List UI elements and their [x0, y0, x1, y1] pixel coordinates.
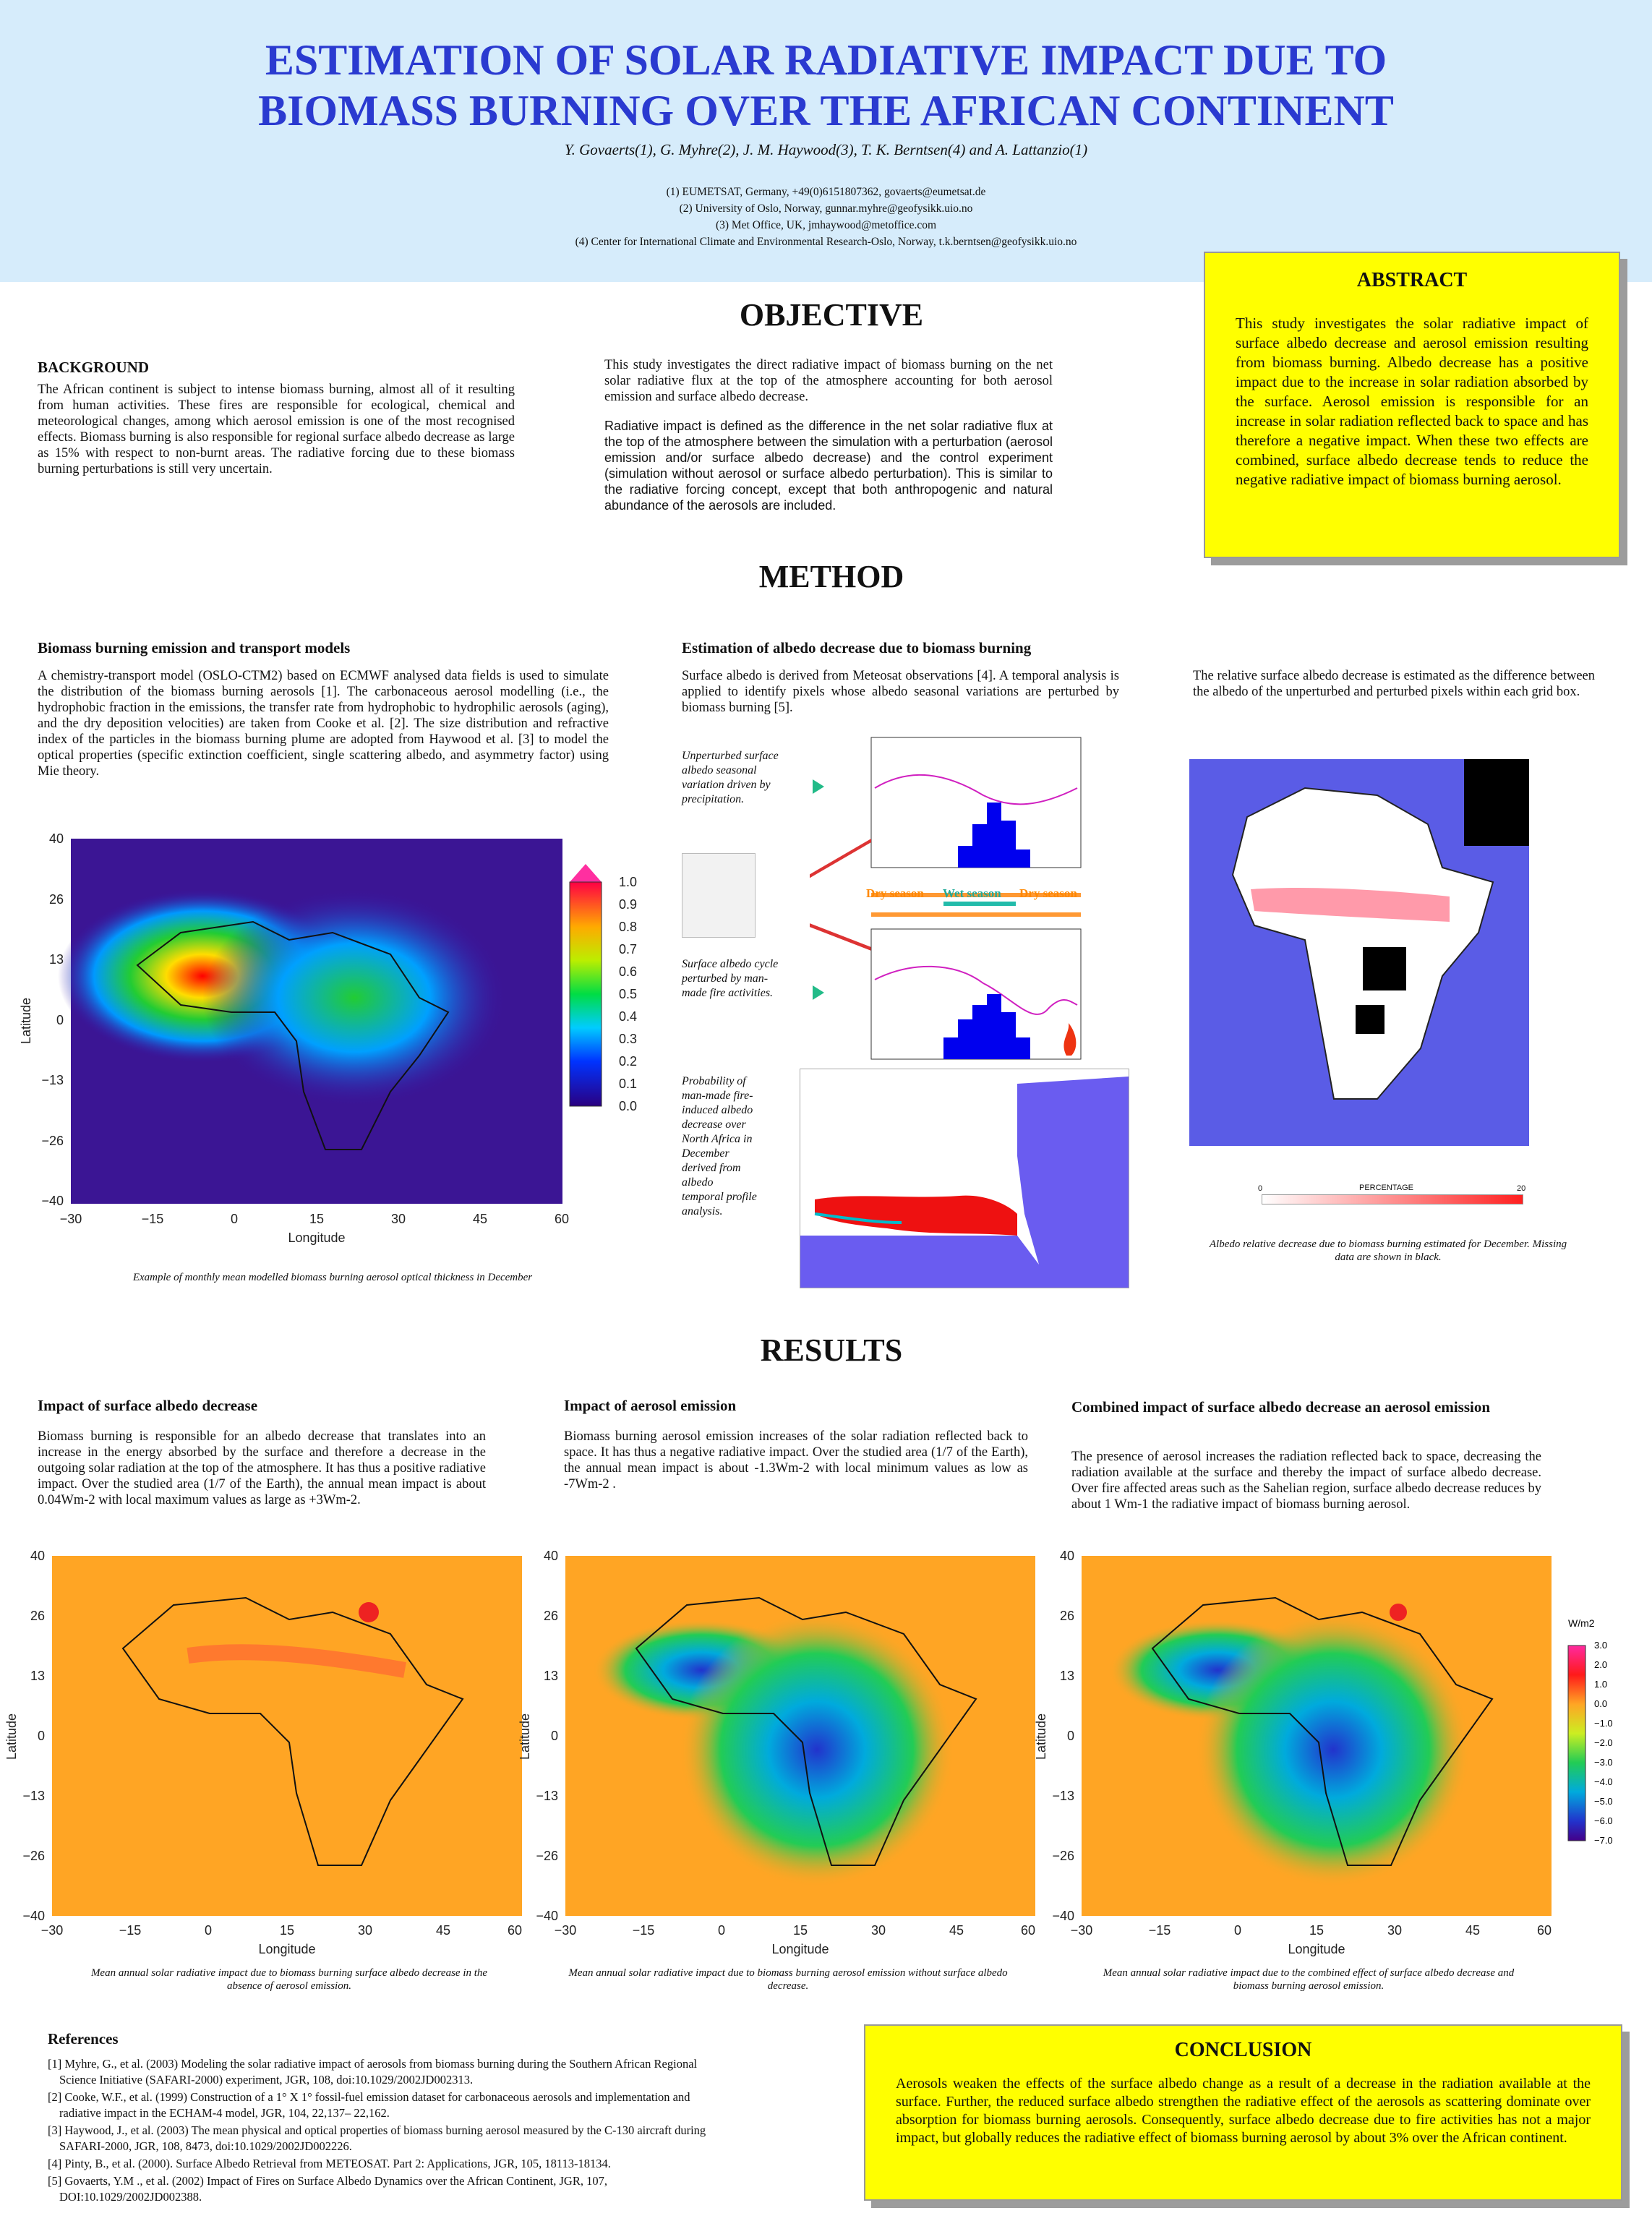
- percentage-colorbar: [1262, 1194, 1523, 1204]
- season-dry-1: Dry season: [866, 886, 924, 900]
- local-maximum: [1390, 1604, 1407, 1621]
- cbar-tick: 0.5: [619, 987, 638, 1001]
- xlabel: Longitude: [258, 1942, 316, 1956]
- background-text: The African continent is subject to intense biomass burning, almost all of it resulting from human activities. These fires are responsible for ecological, chemical and meteorological changes, among which aerosol emission is one of the most recognised effects. Biomass burning is also responsible for regional surface albedo decrease as large as 15% with respect to non-burnt areas. The radiative forcing due to these biomass burning perturbations is still very uncertain.: [38, 382, 515, 476]
- result1-text: Biomass burning is responsible for an albedo decrease that translates into an increase in the energy absorbed by the surface and therefore a decrease in the outgoing solar radiation at the top of the atmosphere. It has thus a positive radiative impact. Over the studied area (1/7 of the Earth), the annual mean impact is about 0.04Wm-2 with local maximum values as large as +3Wm-2.: [38, 1429, 486, 1507]
- affiliation-2: (2) University of Oslo, Norway, gunnar.myhre@geofysikk.uio.no: [679, 202, 973, 215]
- result3-title: Combined impact of surface albedo decrease an aerosol emission: [1071, 1398, 1491, 1416]
- abstract-text: This study investigates the solar radiative impact of surface albedo decrease and aerosol emission resulting from biomass burning. Albedo decrease has a positive impact due to the increase in solar radiation absorbed by the surface. Aerosol emission is responsible for an increase in solar radiation reflected back to space and has therefore a negative impact. When these two effects are combined, surface albedo decrease tends to reduce the negative radiative impact of biomass burning aerosol.: [1236, 314, 1588, 488]
- xtick: 0: [717, 1923, 726, 1938]
- result2-caption: Mean annual solar radiative impact due to biomass burning aerosol emission without surface albedo decrease.: [568, 1967, 1008, 1992]
- ytick: −13: [536, 1789, 558, 1803]
- title-line-2: BIOMASS BURNING OVER THE AFRICAN CONTINENT: [258, 87, 1394, 134]
- abstract-box: [1204, 252, 1620, 558]
- xtick: −15: [632, 1923, 655, 1938]
- cbar-tick: 2.0: [1594, 1659, 1608, 1670]
- results-title: RESULTS: [760, 1332, 903, 1368]
- ytick: 26: [543, 1609, 558, 1623]
- map-field: [52, 1556, 522, 1916]
- reference-item: [3] Haywood, J., et al. (2003) The mean physical and optical properties of biomass burning aerosol measured by the C-130 aircraft during SAFARI-2000, JGR, 108, 8473, doi:10.1029/2002JD002226.: [48, 2123, 706, 2153]
- central-africa-negative: [1196, 1612, 1471, 1887]
- result1-map-svg: [0, 1547, 528, 1967]
- aod-colorbar-ticks: [619, 875, 637, 1113]
- aod-colorbar: [570, 882, 602, 1106]
- affiliation-3: (3) Met Office, UK, jmhaywood@metoffice.com: [715, 219, 937, 231]
- ytick: −26: [536, 1849, 558, 1863]
- ytick: 26: [48, 892, 64, 907]
- background-title: BACKGROUND: [38, 359, 150, 376]
- ytick: 0: [1066, 1729, 1074, 1743]
- xlabel: Longitude: [1288, 1942, 1345, 1956]
- cbar-tick: 1.0: [1594, 1679, 1608, 1690]
- ytick: −26: [22, 1849, 45, 1863]
- ytick: 40: [48, 831, 64, 846]
- ylabel: Latitude: [518, 1713, 532, 1760]
- reference-item: [1] Myhre, G., et al. (2003) Modeling the solar radiative impact of aerosols from biomass burning during the Southern African Regional Science Initiative (SAFARI-2000) experiment, JGR, 108, doi:10.1029/2002JD002313.: [48, 2057, 698, 2087]
- conclusion-title: CONCLUSION: [1174, 2039, 1312, 2061]
- cbar-tick: 0.4: [619, 1009, 638, 1024]
- aod-map-figure: [14, 831, 643, 1251]
- objective-title: OBJECTIVE: [739, 297, 924, 333]
- result2-map: [513, 1547, 1041, 1967]
- cbar-tick: 0.1: [619, 1077, 638, 1091]
- ytick: 13: [30, 1669, 45, 1683]
- link-line: [810, 839, 871, 907]
- xtick: −15: [1148, 1923, 1171, 1938]
- missing-data-area: [1464, 759, 1529, 846]
- xtick: 60: [554, 1212, 570, 1226]
- cbar-tick: 0.7: [619, 942, 638, 957]
- cbar-tick: 0.2: [619, 1054, 638, 1069]
- albedo-cycle-svg: [810, 730, 1099, 1077]
- cbar-tick: 0.9: [619, 897, 638, 912]
- albedo-decrease-map-svg: [1189, 759, 1529, 1146]
- xtick: 45: [949, 1923, 964, 1938]
- colorbar-unit: W/m2: [1568, 1617, 1595, 1629]
- conclusion-box: [864, 2024, 1622, 2201]
- references-title: References: [48, 2030, 119, 2047]
- xlabel: Longitude: [771, 1942, 829, 1956]
- percentage-max: 20: [1517, 1184, 1526, 1193]
- aod-map-svg: [14, 831, 643, 1251]
- season-wet: Wet season: [943, 886, 1001, 900]
- label-unperturbed: Unperturbed surface albedo seasonal variation driven by precipitation.: [682, 750, 779, 805]
- objective-text-1: This study investigates the direct radiative impact of biomass burning on the net solar radiative flux at the top of the atmosphere accounting for both aerosol emission and surface albedo decrease.: [604, 358, 1053, 404]
- cbar-tick: −2.0: [1594, 1737, 1613, 1748]
- cbar-tick: 0.0: [619, 1099, 638, 1113]
- xtick: 15: [1309, 1923, 1324, 1938]
- method-col3-text: The relative surface albedo decrease is estimated as the difference between the albedo of the unperturbed and perturbed pixels within each grid box.: [1193, 669, 1595, 699]
- cbar-tick: −5.0: [1594, 1796, 1613, 1807]
- aod-map-caption: Example of monthly mean modelled biomass burning aerosol optical thickness in December: [132, 1272, 533, 1283]
- arrow-icon: [813, 779, 824, 794]
- ytick: 26: [30, 1609, 45, 1623]
- result2-map-svg: [513, 1547, 1041, 1967]
- xtick: 45: [435, 1923, 451, 1938]
- xtick: 0: [204, 1923, 213, 1938]
- albedo-map-caption: Albedo relative decrease due to biomass burning estimated for December. Missing data are shown in black.: [1209, 1238, 1567, 1263]
- xtick: 30: [1387, 1923, 1403, 1938]
- xtick: 60: [507, 1923, 523, 1938]
- result2-text: Biomass burning aerosol emission increases of the solar radiation reflected back to space. It has thus a negative radiative impact. Over the studied area (1/7 of the Earth), the annual mean impact is about -1.3Wm-2 with local minimum values as low as -7Wm-2 .: [564, 1429, 1028, 1492]
- cbar-tick: 0.3: [619, 1032, 638, 1046]
- xtick: 15: [309, 1212, 325, 1226]
- objective-text-2: Radiative impact is defined as the difference in the net solar radiative flux at the top of the atmosphere between the simulation with a perturbation (aerosol emission and/or surface albedo decrease) and the control experiment (simulation without aerosol or surface albedo perturbation). This is similar to the radiative forcing concept, except that both anthropogenic and natural abundance of the aerosols are included.: [604, 419, 1053, 513]
- xtick: 0: [230, 1212, 239, 1226]
- poster-title: [0, 35, 1652, 136]
- ytick: 26: [1059, 1609, 1074, 1623]
- cbar-tick: −3.0: [1594, 1757, 1613, 1768]
- method-title: METHOD: [758, 559, 904, 594]
- cbar-tick: 1.0: [619, 875, 638, 889]
- albedo-decrease-map: [1189, 759, 1529, 1146]
- ytick: 13: [48, 952, 64, 967]
- ylabel: Latitude: [1034, 1713, 1048, 1760]
- ytick: −40: [41, 1194, 64, 1208]
- xlabel: Longitude: [288, 1231, 346, 1245]
- season-dry-2: Dry season: [1019, 886, 1077, 900]
- result1-title: Impact of surface albedo decrease: [38, 1397, 258, 1414]
- link-line: [810, 904, 871, 951]
- method-col1-title: Biomass burning emission and transport models: [38, 639, 351, 656]
- ylabel: Latitude: [19, 997, 33, 1045]
- reference-item: [2] Cooke, W.F., et al. (1999) Construction of a 1° X 1° fossil-fuel emission dataset for carbonaceous aerosols and implementation and radiative impact in the ECHAM-4 model, JGR, 104, 22,137– 22,162.: [48, 2090, 690, 2120]
- arrow-icon: [813, 985, 824, 1000]
- method-col2-title: Estimation of albedo decrease due to biomass burning: [682, 639, 1032, 656]
- ytick: 0: [37, 1729, 45, 1743]
- reference-item: [4] Pinty, B., et al. (2000). Surface Albedo Retrieval from METEOSAT. Part 2: Applications, JGR, 105, 18113-18134.: [48, 2157, 611, 2170]
- xtick: 45: [1465, 1923, 1481, 1938]
- reference-item: [5] Govaerts, Y.M ., et al. (2002) Impact of Fires on Surface Albedo Dynamics over the African Continent, JGR, 107, DOI:10.1029/2002JD002388.: [48, 2174, 607, 2204]
- location-thumbnail: [682, 853, 756, 938]
- abstract-title: ABSTRACT: [1356, 269, 1468, 291]
- wm2-colorbar-panel: [1565, 1617, 1638, 1848]
- local-maximum: [359, 1602, 379, 1622]
- label-probability: Probability of man-made fire-induced albedo decrease over North Africa in December derived from albedo temporal profile analysis.: [682, 1075, 757, 1218]
- wm2-colorbar: [1568, 1646, 1585, 1841]
- ytick: 0: [56, 1013, 64, 1027]
- ytick: −40: [22, 1909, 45, 1923]
- result3-caption: Mean annual solar radiative impact due to the combined effect of surface albedo decrease and biomass burning aerosol emission.: [1103, 1967, 1515, 1992]
- ylabel: Latitude: [4, 1713, 19, 1760]
- references-list: [48, 2056, 720, 2207]
- ytick: −13: [22, 1789, 45, 1803]
- xtick: −15: [141, 1212, 164, 1226]
- ytick: −40: [1052, 1909, 1074, 1923]
- wm2-colorbar-ticks: [1594, 1640, 1613, 1846]
- xtick: −30: [40, 1923, 64, 1938]
- percentage-min: 0: [1258, 1184, 1263, 1193]
- label-perturbed: Surface albedo cycle perturbed by man-made fire activities.: [682, 958, 779, 999]
- xtick: 15: [792, 1923, 808, 1938]
- conclusion-text: Aerosols weaken the effects of the surface albedo change as a result of a decrease in the radiation available at the surface. Further, the reduced surface albedo strengthen the radiative effect of the aerosols as scattering dominate over absorption for biomass burning aerosols. Consequently, surface albedo decrease due to fire activities has not a major impact, but globally reduces the radiative effect of biomass burning aerosol by about 3% over the African continent.: [896, 2076, 1591, 2146]
- percentage-label: PERCENTAGE: [1359, 1184, 1413, 1192]
- authors: Y. Govaerts(1), G. Myhre(2), J. M. Haywood(3), T. K. Berntsen(4) and A. Lattanzio(1): [564, 141, 1088, 158]
- xtick: −15: [119, 1923, 142, 1938]
- missing-data-area: [1356, 1005, 1384, 1034]
- ytick: −26: [1052, 1849, 1074, 1863]
- xtick: 30: [357, 1923, 373, 1938]
- result1-caption: Mean annual solar radiative impact due to biomass burning surface albedo decrease in the absence of aerosol emission.: [90, 1967, 488, 1992]
- result1-map: [0, 1547, 528, 1967]
- cbar-tick: −4.0: [1594, 1776, 1613, 1787]
- sea-area: [1017, 1077, 1129, 1264]
- cbar-tick: 0.6: [619, 964, 638, 979]
- wet-season-bar: [943, 902, 1016, 906]
- xtick: 60: [1020, 1923, 1036, 1938]
- probability-map: [800, 1069, 1129, 1288]
- affiliations: [0, 184, 1652, 250]
- result3-map: [1030, 1547, 1557, 1967]
- cbar-tick: 3.0: [1594, 1640, 1608, 1651]
- xtick: 30: [390, 1212, 406, 1226]
- ytick: −40: [536, 1909, 558, 1923]
- cbar-tick: 0.0: [1594, 1698, 1608, 1709]
- xtick: −30: [554, 1923, 577, 1938]
- method-col1-text: A chemistry-transport model (OSLO-CTM2) based on ECMWF analysed data fields is used to simulate the distribution of the biomass burning aerosols [1]. The carbonaceous aerosol modelling (i.e., the hydrophobic fraction in the emissions, the transfer rate from hydrophobic to hydrophilic aerosols (aging), and the dry deposition velocities) are taken from Cooke et al. [2]. The size distribution and refractive index of the particles in the biomass burning plume are adopted from Haywood et al. [3] to model the optical properties (specific extinction coefficient, single scattering albedo, and asymmetry factor) using Mie theory.: [38, 669, 609, 779]
- ytick: −13: [41, 1073, 64, 1087]
- missing-data-area: [1363, 947, 1406, 990]
- ytick: 13: [1059, 1669, 1074, 1683]
- method-col2-text: Surface albedo is derived from Meteosat observations [4]. A temporal analysis is applied to identify pixels whose albedo seasonal variations are perturbed by biomass burning [5].: [682, 669, 1119, 715]
- central-africa-negative: [680, 1612, 954, 1887]
- wm2-colorbar-svg: [1565, 1617, 1638, 1848]
- cbar-tick: −7.0: [1594, 1835, 1613, 1846]
- cbar-tick: −6.0: [1594, 1815, 1613, 1826]
- albedo-cycle-figure: [810, 730, 1099, 1077]
- ytick: 40: [30, 1549, 45, 1563]
- xtick: 0: [1233, 1923, 1242, 1938]
- aod-colorbar-arrow: [570, 864, 602, 882]
- result3-map-svg: [1030, 1547, 1557, 1967]
- season-bar: [871, 912, 1081, 917]
- result2-title: Impact of aerosol emission: [564, 1397, 737, 1414]
- result3-text: The presence of aerosol increases the radiation reflected back to space, decreasing the radiation available at the surface and thereby the impact of surface albedo decrease. Over fire affected areas such as the Sahelian region, surface albedo decrease reduces by about 1 Wm-1 the radiative impact of biomass burning aerosol.: [1071, 1450, 1541, 1512]
- xtick: 30: [870, 1923, 886, 1938]
- ytick: 0: [550, 1729, 558, 1743]
- ytick: 13: [543, 1669, 558, 1683]
- xtick: 60: [1536, 1923, 1552, 1938]
- xtick: −30: [59, 1212, 82, 1226]
- ytick: −13: [1052, 1789, 1074, 1803]
- title-line-1: ESTIMATION OF SOLAR RADIATIVE IMPACT DUE TO: [265, 36, 1387, 84]
- ytick: 40: [1059, 1549, 1074, 1563]
- xtick: 15: [279, 1923, 295, 1938]
- aod-plume-central: [202, 889, 506, 1106]
- ytick: −26: [41, 1134, 64, 1148]
- xtick: 45: [472, 1212, 488, 1226]
- affiliation-4: (4) Center for International Climate and Environmental Research-Oslo, Norway, t.k.berntsen@geofysikk.uio.no: [575, 236, 1077, 248]
- ytick: 40: [543, 1549, 558, 1563]
- affiliation-1: (1) EUMETSAT, Germany, +49(0)6151807362, govaerts@eumetsat.de: [666, 186, 986, 198]
- cbar-tick: −1.0: [1594, 1718, 1613, 1729]
- probability-map-svg: [800, 1069, 1129, 1288]
- xtick: −30: [1070, 1923, 1093, 1938]
- cbar-tick: 0.8: [619, 920, 638, 934]
